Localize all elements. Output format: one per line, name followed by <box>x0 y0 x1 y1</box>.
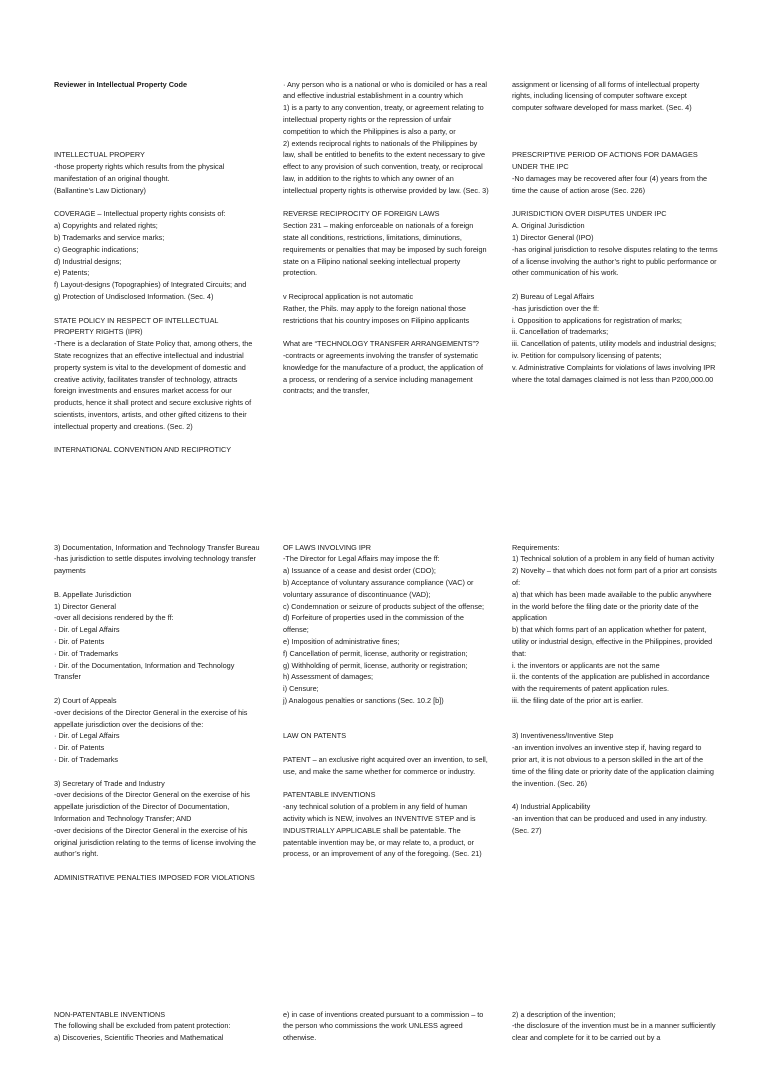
text-line: iii. the filing date of the prior art is earlier. <box>512 695 644 705</box>
text-line: g) Protection of Undisclosed Information. (Sec. 4) <box>54 291 214 301</box>
text-line: NON-PATENTABLE INVENTIONS <box>54 1009 166 1019</box>
text-line: h) Assessment of damages; <box>283 672 374 682</box>
text-line: Requirements: <box>512 542 560 552</box>
text-line: b) that which forms part of an application whether for patent, utility or industrial design, effective in the Philippines, provided that: <box>512 625 715 658</box>
column-3-page-2 <box>512 518 718 860</box>
blank-line <box>283 197 489 209</box>
text-line: What are “TECHNOLOGY TRANSFER ARRANGEMENTS”? <box>283 339 479 349</box>
text-line: i. the inventors or applicants are not the same <box>512 660 660 670</box>
text-line: -over decisions of the Director General in the exercise of his original jurisdiction relating to the terms of license involving the author’s right. <box>54 825 259 859</box>
column-3-page-3 <box>512 985 718 1068</box>
text-line: · Dir. of Patents <box>54 743 105 753</box>
blank-line <box>283 707 489 719</box>
blank-line <box>512 719 718 731</box>
text-block <box>512 542 718 837</box>
text-line: 2) Bureau of Legal Affairs <box>512 291 595 301</box>
text-line: -those property rights which results from the physical manifestation of an original thought. <box>54 162 227 183</box>
text-line: 4) Industrial Applicability <box>512 802 591 812</box>
text-line: c) Geographic indications; <box>54 244 139 254</box>
text-line: -an invention that can be produced and used in any industry. (Sec. 27) <box>512 813 710 835</box>
text-line: ADMINISTRATIVE PENALTIES IMPOSED FOR VIOLATIONS <box>54 872 255 882</box>
blank-line <box>512 707 718 719</box>
text-line: v. Administrative Complaints for violations of laws involving IPR where the total damages claimed is not less than P200,000.00 <box>512 362 718 384</box>
text-line: PATENT – an exclusive right acquired over an invention, to sell, use, and make the same whether for commerce or industry. <box>283 754 490 776</box>
text-line: i) Censure; <box>283 684 319 694</box>
text-line: The following shall be excluded from patent protection: <box>54 1021 231 1031</box>
blank-line <box>54 303 260 315</box>
text-block <box>283 542 489 861</box>
text-line: ii. Cancellation of trademarks; <box>512 327 609 337</box>
column-1-page-2 <box>54 518 260 907</box>
text-line: ii. the contents of the application are published in accordance with the requirements of patent application rules. <box>512 672 712 694</box>
column-2-page-3 <box>283 985 489 1068</box>
blank-line <box>512 789 718 801</box>
text-line: e) in case of inventions created pursuant to a commission – to the person who commissions the work UNLESS agreed otherwise. <box>283 1009 486 1043</box>
text-block <box>512 79 718 386</box>
blank-line <box>54 860 260 872</box>
text-line: 1) Director General <box>54 601 117 611</box>
column-3-page-1 <box>512 55 718 409</box>
text-line: 3) Inventiveness/Inventive Step <box>512 731 614 741</box>
text-line: REVERSE RECIPROCITY OF FOREIGN LAWS <box>283 209 440 219</box>
text-line: e) Imposition of administrative fines; <box>283 636 400 646</box>
text-line: v Reciprocal application is not automatic <box>283 291 414 301</box>
blank-line <box>54 577 260 589</box>
text-line: a) Issuance of a cease and desist order (CDO); <box>283 566 436 576</box>
text-line: -has jurisdiction to settle disputes involving technology transfer payments <box>54 554 259 576</box>
column-2-page-1 <box>283 55 489 421</box>
text-line: 2) Court of Appeals <box>54 695 117 705</box>
blank-line <box>54 197 260 209</box>
text-line: f) Layout-designs (Topographies) of Integrated Circuits; and <box>54 280 247 290</box>
text-line: · Dir. of Legal Affairs <box>54 731 120 741</box>
text-line: j) Analogous penalties or sanctions (Sec. 10.2 [b]) <box>283 695 444 705</box>
blank-line <box>512 279 718 291</box>
text-line: -over decisions of the Director General on the exercise of his appellate jurisdiction of the Director of Documentation, Information and Technology Transfer; AND <box>54 790 252 823</box>
text-line: e) Patents; <box>54 268 90 278</box>
blank-line <box>512 197 718 209</box>
text-line: · Dir. of Trademarks <box>54 754 119 764</box>
text-line: · Dir. of the Documentation, Information and Technology Transfer <box>54 660 237 682</box>
column-2-page-2 <box>283 518 489 884</box>
text-line: INTELLECTUAL PROPERY <box>54 150 145 160</box>
column-1-page-1 <box>54 55 260 480</box>
text-line: Section 231 – making enforceable on nationals of a foreign state all conditions, restrictions, limitations, diminutions, requirements or penalties that may be imposed by such foreign state on a Filipino national seeking intellectual property protection. <box>283 221 489 278</box>
text-line: · Dir. of Patents <box>54 636 105 646</box>
blank-line <box>283 326 489 338</box>
text-line: iv. Petition for compulsory licensing of patents; <box>512 350 662 360</box>
text-line: -contracts or agreements involving the transfer of systematic knowledge for the manufacture of a product, the application of a process, or rendering of a service including management contracts; and the transfer, <box>283 350 486 396</box>
text-line: -has original jurisdiction to resolve disputes relating to the terms of a license involving the author’s right to public performance or other communication of his work. <box>512 244 720 278</box>
text-line: · Dir. of Legal Affairs <box>54 625 120 635</box>
blank-line <box>54 683 260 695</box>
blank-line <box>283 719 489 731</box>
text-block <box>512 1009 718 1044</box>
text-line: OF LAWS INVOLVING IPR <box>283 542 371 552</box>
text-line: d) Forfeiture of properties used in the commission of the offense; <box>283 613 466 635</box>
blank-line <box>54 433 260 445</box>
text-line: B. Appellate Jurisdiction <box>54 589 132 599</box>
text-line: 3) Documentation, Information and Technology Transfer Bureau <box>54 542 260 552</box>
text-line: -any technical solution of a problem in any field of human activity which is NEW, involves an INVENTIVE STEP and is INDUSTRIALLY APPLICABLE shall be patentable. The patentable invention may be, or may relate to, a product, or process, or an improvement of any of the foregoing. (Sec. 21) <box>283 802 482 859</box>
text-line: -The Director for Legal Affairs may impose the ff: <box>283 554 440 564</box>
text-line: Rather, the Phils. may apply to the foreign national those restrictions that his country imposes on Filipino applicants <box>283 303 470 325</box>
text-line: INTERNATIONAL CONVENTION AND RECIPROTICY <box>54 445 232 455</box>
text-line: -an invention involves an inventive step if, having regard to prior art, it is not obvious to a person skilled in the art of the time of the filing date or priority date of the application claiming the invention. (Sec. 26) <box>512 743 717 788</box>
text-block <box>54 149 260 456</box>
text-block <box>54 1009 260 1044</box>
blank-line <box>512 126 718 138</box>
text-line: PRESCRIPTIVE PERIOD OF ACTIONS FOR DAMAGES UNDER THE IPC <box>512 150 700 172</box>
text-line: STATE POLICY IN RESPECT OF INTELLECTUAL PROPERTY RIGHTS (IPR) <box>54 315 221 337</box>
text-line: -has jurisdiction over the ff: <box>512 303 600 313</box>
text-line: f) Cancellation of permit, license, authority or registration; <box>283 648 468 658</box>
text-line: PATENTABLE INVENTIONS <box>283 790 376 800</box>
text-line: 2) a description of the invention; <box>512 1009 616 1019</box>
blank-line <box>512 114 718 126</box>
text-line: 1) Technical solution of a problem in any field of human activity <box>512 554 715 564</box>
text-line: -the disclosure of the invention must be in a manner sufficiently clear and complete for it to be carried out by a <box>512 1021 718 1043</box>
blank-line <box>283 778 489 790</box>
text-line: -over decisions of the Director General in the exercise of his appellate jurisdiction over the decisions of the: <box>54 707 250 729</box>
text-line: b) Acceptance of voluntary assurance compliance (VAC) or voluntary assurance of discontinuance (VAD); <box>283 577 476 599</box>
text-block <box>283 79 489 398</box>
text-line: c) Condemnation or seizure of products subject of the offense; <box>283 601 485 611</box>
text-line: 2) extends reciprocal rights to nationals of the Philippines by law, shall be entitled to benefits to the extent necessary to give effect to any provision of such convention, treaty, or reciprocal law, in addition to the rights to which any owner of an intellectual property rights is otherwise provided by law. (Sec. 3) <box>283 138 489 195</box>
text-line: b) Trademarks and service marks; <box>54 232 165 242</box>
text-line: i. Opposition to applications for registration of marks; <box>512 315 682 325</box>
text-line: a) Copyrights and related rights; <box>54 221 158 231</box>
text-line: · Any person who is a national or who is domiciled or has a real and effective industrial establishment in a country which <box>283 79 490 101</box>
blank-line <box>54 766 260 778</box>
text-block <box>54 542 260 884</box>
blank-line <box>283 279 489 291</box>
text-line: a) Discoveries, Scientific Theories and Mathematical <box>54 1033 224 1043</box>
text-line: 1) is a party to any convention, treaty, or agreement relating to intellectual property rights or the repression of unfair competition to which the Philippines is also a party, or <box>283 103 486 136</box>
text-line: 3) Secretary of Trade and Industry <box>54 778 165 788</box>
text-line: LAW ON PATENTS <box>283 731 347 741</box>
text-line: a) that which has been made available to the public anywhere in the world before the filing date or the priority date of the application <box>512 589 714 623</box>
text-line: iii. Cancellation of patents, utility models and industrial designs; <box>512 339 717 349</box>
text-line: d) Industrial designs; <box>54 256 122 266</box>
document-title: Reviewer in Intellectual Property Code <box>54 79 188 89</box>
text-block <box>283 1009 489 1044</box>
text-line: 1) Director General (IPO) <box>512 232 594 242</box>
text-line: JURISDICTION OVER DISPUTES UNDER IPC <box>512 209 667 219</box>
text-line: -over all decisions rendered by the ff: <box>54 613 174 623</box>
text-line: 2) Novelty – that which does not form part of a prior art consists of: <box>512 566 719 587</box>
text-line: COVERAGE – Intellectual property rights consists of: <box>54 209 226 219</box>
text-line: assignment or licensing of all forms of intellectual property rights, including licensing of computer software except computer software developed for mass market. (Sec. 4) <box>512 79 702 113</box>
text-line: -There is a declaration of State Policy that, among others, the State recognizes that an effective intellectual and industrial property system is vital to the development of domestic and creative activity, facilitates transfer of technology, attracts foreign investments and ensures market access for our products, hence it shall protect and secure exclusive rights of scientists, inventors, artists, and other gifted citizens to their intellectual property and creations. (Sec. 2) <box>54 339 255 431</box>
text-line: -No damages may be recovered after four (4) years from the time the cause of action arose (Sec. 226) <box>512 173 710 195</box>
blank-line <box>283 742 489 754</box>
text-line: · Dir. of Trademarks <box>54 648 119 658</box>
text-line: (Ballantine’s Law Dictionary) <box>54 185 146 195</box>
text-line: g) Withholding of permit, license, authority or registration; <box>283 660 468 670</box>
column-1-page-3 <box>54 985 260 1068</box>
blank-line <box>512 138 718 150</box>
text-line: A. Original Jurisdiction <box>512 221 585 231</box>
